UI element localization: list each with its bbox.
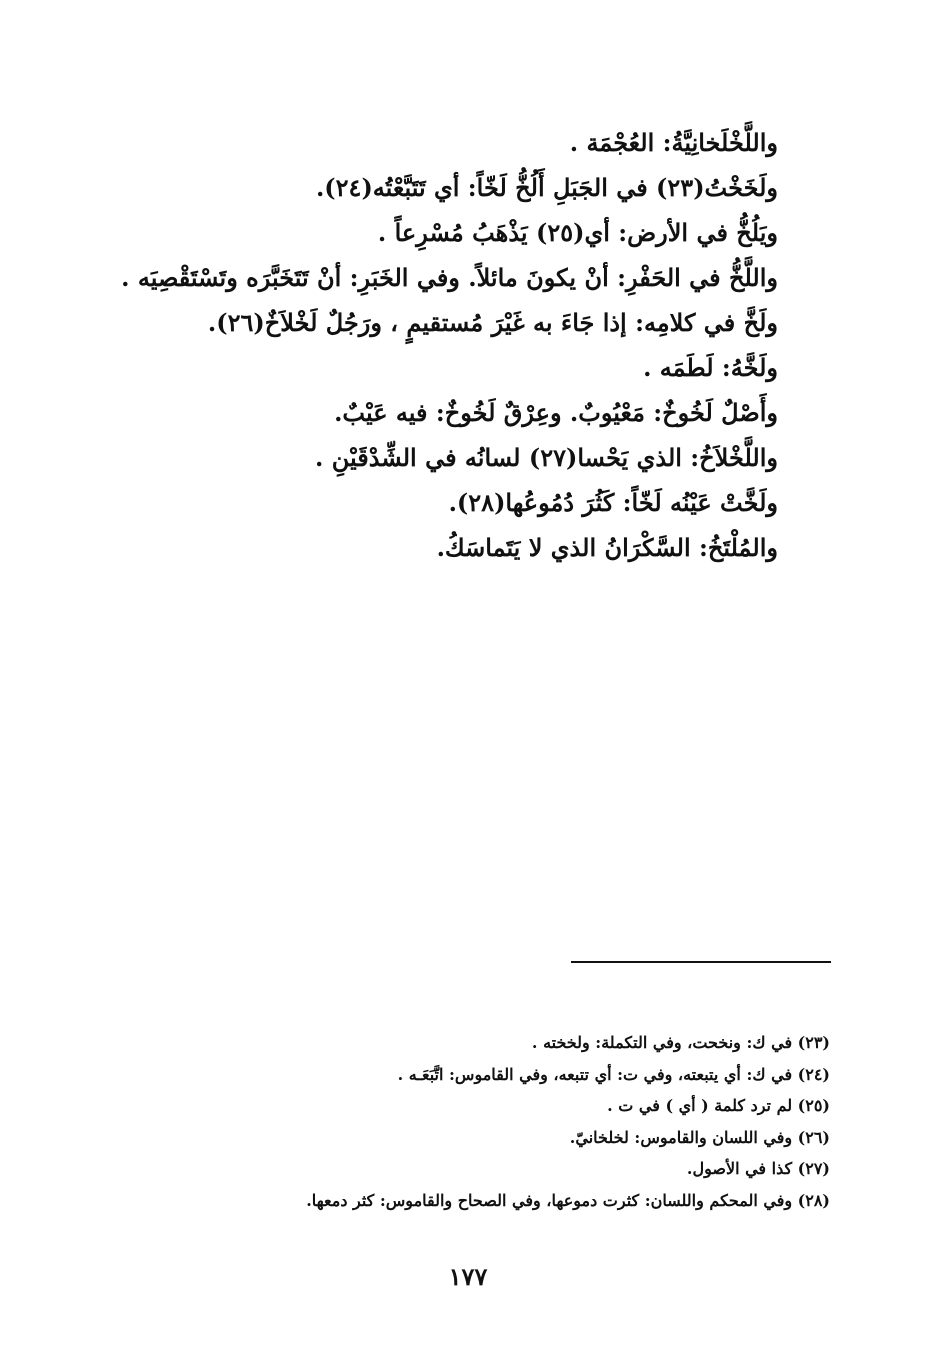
text-line: واللَّخُّ في الحَفْرِ: أنْ يكونَ مائلاً. وفي الخَبَرِ: أنْ تَتَخَبَّرَه وتَسْتَقْصِيَه .: [121, 263, 778, 292]
text-line: ولَخَّتْ عَيْنُه لَخّاً: كَثُرَ دُمُوعُها(٢٨).: [448, 488, 778, 517]
footnote: (٢٥) لم ترد كلمة ( أي ) في ت .: [607, 1096, 830, 1115]
footnotes-block: [210, 1027, 830, 1216]
footnote: (٢٣) في ك: ونخحت، وفي التكملة: ولخخته .: [531, 1033, 830, 1052]
page-number: ١٧٧: [448, 1262, 488, 1291]
text-line: ولَخَخْتُ(٢٣) في الجَبَلِ أَلُخُّ لَخّاً: أي تَتَبَّعْتُه(٢٤).: [315, 173, 778, 202]
text-line: واللَّخْلَخانِيَّةُ: العُجْمَة .: [569, 128, 778, 157]
main-text-block: [121, 120, 778, 570]
text-line: ويَلُخُّ في الأرض: أي(٢٥) يَذْهَبُ مُسْرِعاً .: [377, 218, 778, 247]
footnote: (٢٨) وفي المحكم واللسان: كثرت دموعها، وفي الصحاح والقاموس: كثر دمعها.: [306, 1190, 830, 1210]
text-line: وأَصْلٌ لَخُوخٌ: مَعْيُوبٌ. وعِرْقٌ لَخُوخٌ: فيه عَيْبٌ.: [334, 398, 778, 427]
footnote: (٢٤) في ك: أي يتبعته، وفي ت: أي تتبعه، وفي القاموس: اتَّبَعَـه .: [397, 1064, 830, 1084]
text-line: ولَخَّ في كلامِه: إذا جَاءَ به غَيْرَ مُستقيمٍ ، ورَجُلٌ لَخْلاَخٌ(٢٦).: [207, 308, 778, 337]
text-line: واللَّخْلاَخُ: الذي يَحْسا(٢٧) لسانُه في الشِّدْقَيْنِ .: [315, 443, 778, 472]
footnote: (٢٧) كذا في الأصول.: [686, 1159, 830, 1178]
text-line: ولَخَّهُ: لَطَمَه .: [643, 353, 778, 382]
text-line: والمُلْتَخُ: السَّكْرَانُ الذي لا يَتَماسَكُ.: [436, 533, 778, 562]
footnote: (٢٦) وفي اللسان والقاموس: لخلخانيّ.: [569, 1127, 830, 1147]
footnote-divider: [571, 961, 831, 963]
